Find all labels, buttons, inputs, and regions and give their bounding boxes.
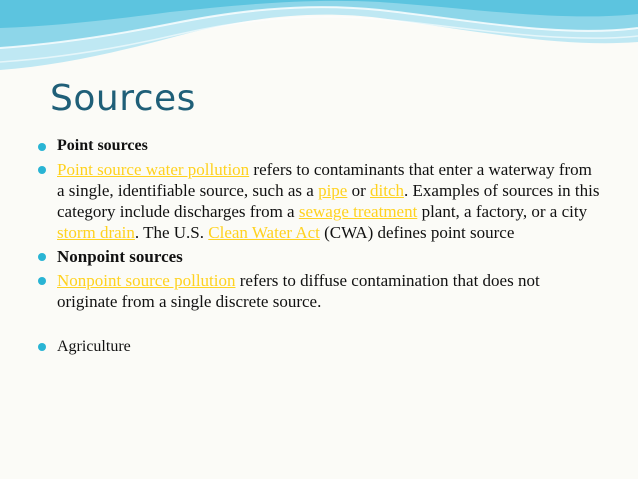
decorative-wave-header (0, 0, 638, 80)
bullet-point-source-definition: Point source water pollution refers to contaminants that enter a waterway from a single, identifiable source, such as a pipe or ditch. Examples of sources in this category include discharges from a sewage treatment plant, a factory, or a city storm drain. The U.S. Clean Water Act (CWA) defines point source (30, 159, 600, 243)
bullet-icon (38, 166, 46, 174)
bullet-point-sources (30, 136, 600, 156)
link-point-source-water-pollution[interactable]: Point source water pollution (57, 160, 250, 179)
bullet-nonpoint-sources (30, 246, 600, 267)
nonpoint-sources-heading: Nonpoint sources (57, 247, 183, 266)
link-storm-drain[interactable]: storm drain (57, 223, 135, 242)
bullet-list (30, 136, 600, 357)
agriculture-text: Agriculture (57, 338, 131, 355)
bullet-icon (38, 143, 46, 151)
bullet-nonpoint-definition: Nonpoint source pollution refers to diffuse contamination that does not originate from a single discrete source. (30, 270, 600, 312)
slide-title: Sources (50, 78, 196, 119)
link-sewage-treatment[interactable]: sewage treatment (298, 202, 418, 221)
link-clean-water-act[interactable]: Clean Water Act (208, 223, 320, 242)
link-pipe[interactable]: pipe (318, 181, 348, 200)
link-nonpoint-source-pollution[interactable]: Nonpoint source pollution (57, 271, 236, 290)
bullet-icon (38, 343, 46, 351)
bullet-icon (38, 253, 46, 261)
bullet-icon (38, 277, 46, 285)
bullet-agriculture (30, 336, 600, 357)
link-ditch[interactable]: ditch (370, 181, 405, 200)
point-sources-heading: Point sources (57, 137, 148, 154)
